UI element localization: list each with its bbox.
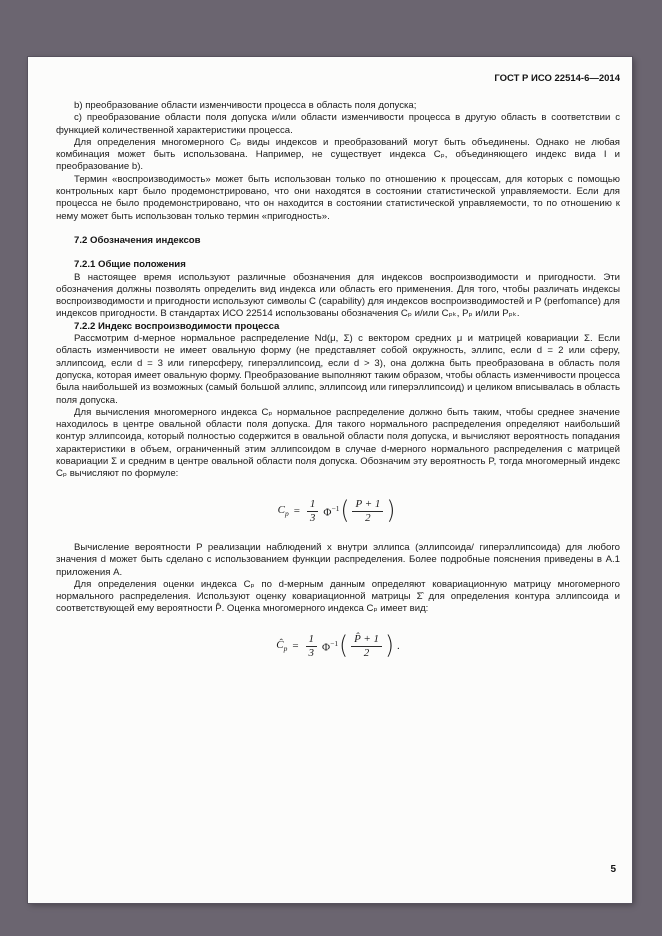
formula-cp-hat bbox=[56, 633, 620, 660]
fraction-one-third: $\frac{1}{3}$ bbox=[307, 498, 319, 525]
paragraph-probability-calc: Вычисление вероятности P реализации наблюдений x внутри эллипса (эллипсоида/ гиперэллипсоида) для любого значения d может быть сделано с использованием функции распределения. Более подробные пояснения приведены в А.1 приложения А. bbox=[56, 541, 620, 578]
phi-inverse-function: $\Phi^{-1}$ bbox=[323, 503, 340, 519]
equals-sign: = bbox=[292, 640, 299, 653]
right-paren: ) bbox=[386, 496, 396, 525]
fraction-p-plus-one-over-two: $\frac{P + 1}{2}$ bbox=[352, 498, 383, 525]
document-page bbox=[28, 57, 632, 903]
paragraph-normal-distribution: Рассмотрим d-мерное нормальное распределение Nd(μ, Σ) с вектором средних μ и матрицей ковариации Σ. Если область изменчивости не имеет овальную форму (не представляет собой окружность, эллипс, если d = 2 или сферу, эллипсоид, если d = 3 или гиперсферу, гиперэллипсоид, если d > 3), она должна быть преобразована в область поля допуска, которая имеет овальную форму. Преобразование выполняют таким образом, чтобы область изменчивости процесса была наибольшей из возможных (самый большой эллипс, эллипсоид или гиперэллипсоид) и целиком вписывалась в область поля допуска. bbox=[56, 333, 620, 406]
list-item-c: c) преобразование области поля допуска и/или области изменчивости процесса в другую область в соответствии с функцией количественной характеристики процесса. bbox=[56, 112, 620, 136]
section-heading-7-2-2: 7.2.2 Индекс воспроизводимости процесса bbox=[74, 320, 280, 332]
left-paren: ( bbox=[340, 496, 350, 525]
formula-tail: . bbox=[397, 640, 400, 653]
formula-lhs: $C_p$ bbox=[277, 504, 289, 519]
paragraph-cp-probability: Для вычисления многомерного индекса Cₚ нормальное распределение должно быть таким, чтобы среднее значение находилось в центре овальной области поля допуска. Для такого нормального распределения определяют наибольший контур эллипсоида, который полностью содержится в овальной области поля допуска, и вычисляют вероятность попадания характеристики в объем, ограниченный этим эллипсоидом в случае d-мерного нормального распределения с матрицей ковариации Σ и средним в центре овальной области поля допуска. Обозначим эту вероятность P, тогда многомерный индекс Cₚ вычисляют по формуле: bbox=[56, 406, 620, 480]
formula-lhs: $Ĉ_p$ bbox=[276, 639, 288, 654]
paragraph-designations: В настоящее время используют различные обозначения для индексов воспроизводимости и пригодности. Эти обозначения должны позволять определить вид индекса или область его применения. Для того, чтобы различать индексы воспроизводимости и пригодности используют символы C (capability) для индексов воспроизводимостей и P (perfomance) для индексов пригодности. В стандартах ИСО 22514 использованы обозначения Cₚ и/или Cₚₖ, Pₚ и/или Pₚₖ. bbox=[56, 271, 620, 320]
paragraph-combination: Для определения многомерного Cₚ виды индексов и преобразований могут быть объединены. Однако не любая комбинация может быть использована. Например, не существует индекса Cₚ, объединяющего индекс вида I и преобразование b). bbox=[56, 136, 620, 173]
right-paren: ) bbox=[385, 631, 394, 660]
fraction-one-third: $\frac{1}{3}$ bbox=[306, 633, 318, 660]
page-number: 5 bbox=[610, 864, 616, 875]
paragraph-estimate: Для определения оценки индекса Cₚ по d-мерным данным определяют ковариационную матрицу многомерного нормального распределения. Используют оценку ковариационной матрицы Σ̂ для определения контура эллипсоида и соответствующей ему вероятности P̂. Оценка многомерного индекса Cₚ имеет вид: bbox=[56, 578, 620, 615]
paragraph-term: Термин «воспроизводимость» может быть использован только по отношению к процессам, для которых с помощью контрольных карт было продемонстрировано, что они находятся в состоянии статистической управляемости. Если для процесса не было продемонстрировано, что он находится в состоянии статистической управляемости, то по отношению к нему может быть использован только термин «пригодность». bbox=[56, 173, 620, 222]
fraction-phat-plus-one-over-two: $\frac{P̂ + 1}{2}$ bbox=[351, 633, 382, 660]
left-paren: ( bbox=[339, 631, 349, 660]
phi-inverse-function: $\Phi^{-1}$ bbox=[322, 639, 339, 654]
section-heading-7-2-1: 7.2.1 Общие положения bbox=[74, 259, 186, 271]
list-item-b: b) преобразование области изменчивости процесса в область поля допуска; bbox=[74, 100, 417, 111]
equals-sign: = bbox=[293, 505, 300, 518]
document-standard-number: ГОСТ Р ИСО 22514-6—2014 bbox=[494, 73, 620, 84]
section-heading-7-2: 7.2 Обозначения индексов bbox=[74, 234, 201, 246]
formula-cp bbox=[56, 498, 620, 525]
